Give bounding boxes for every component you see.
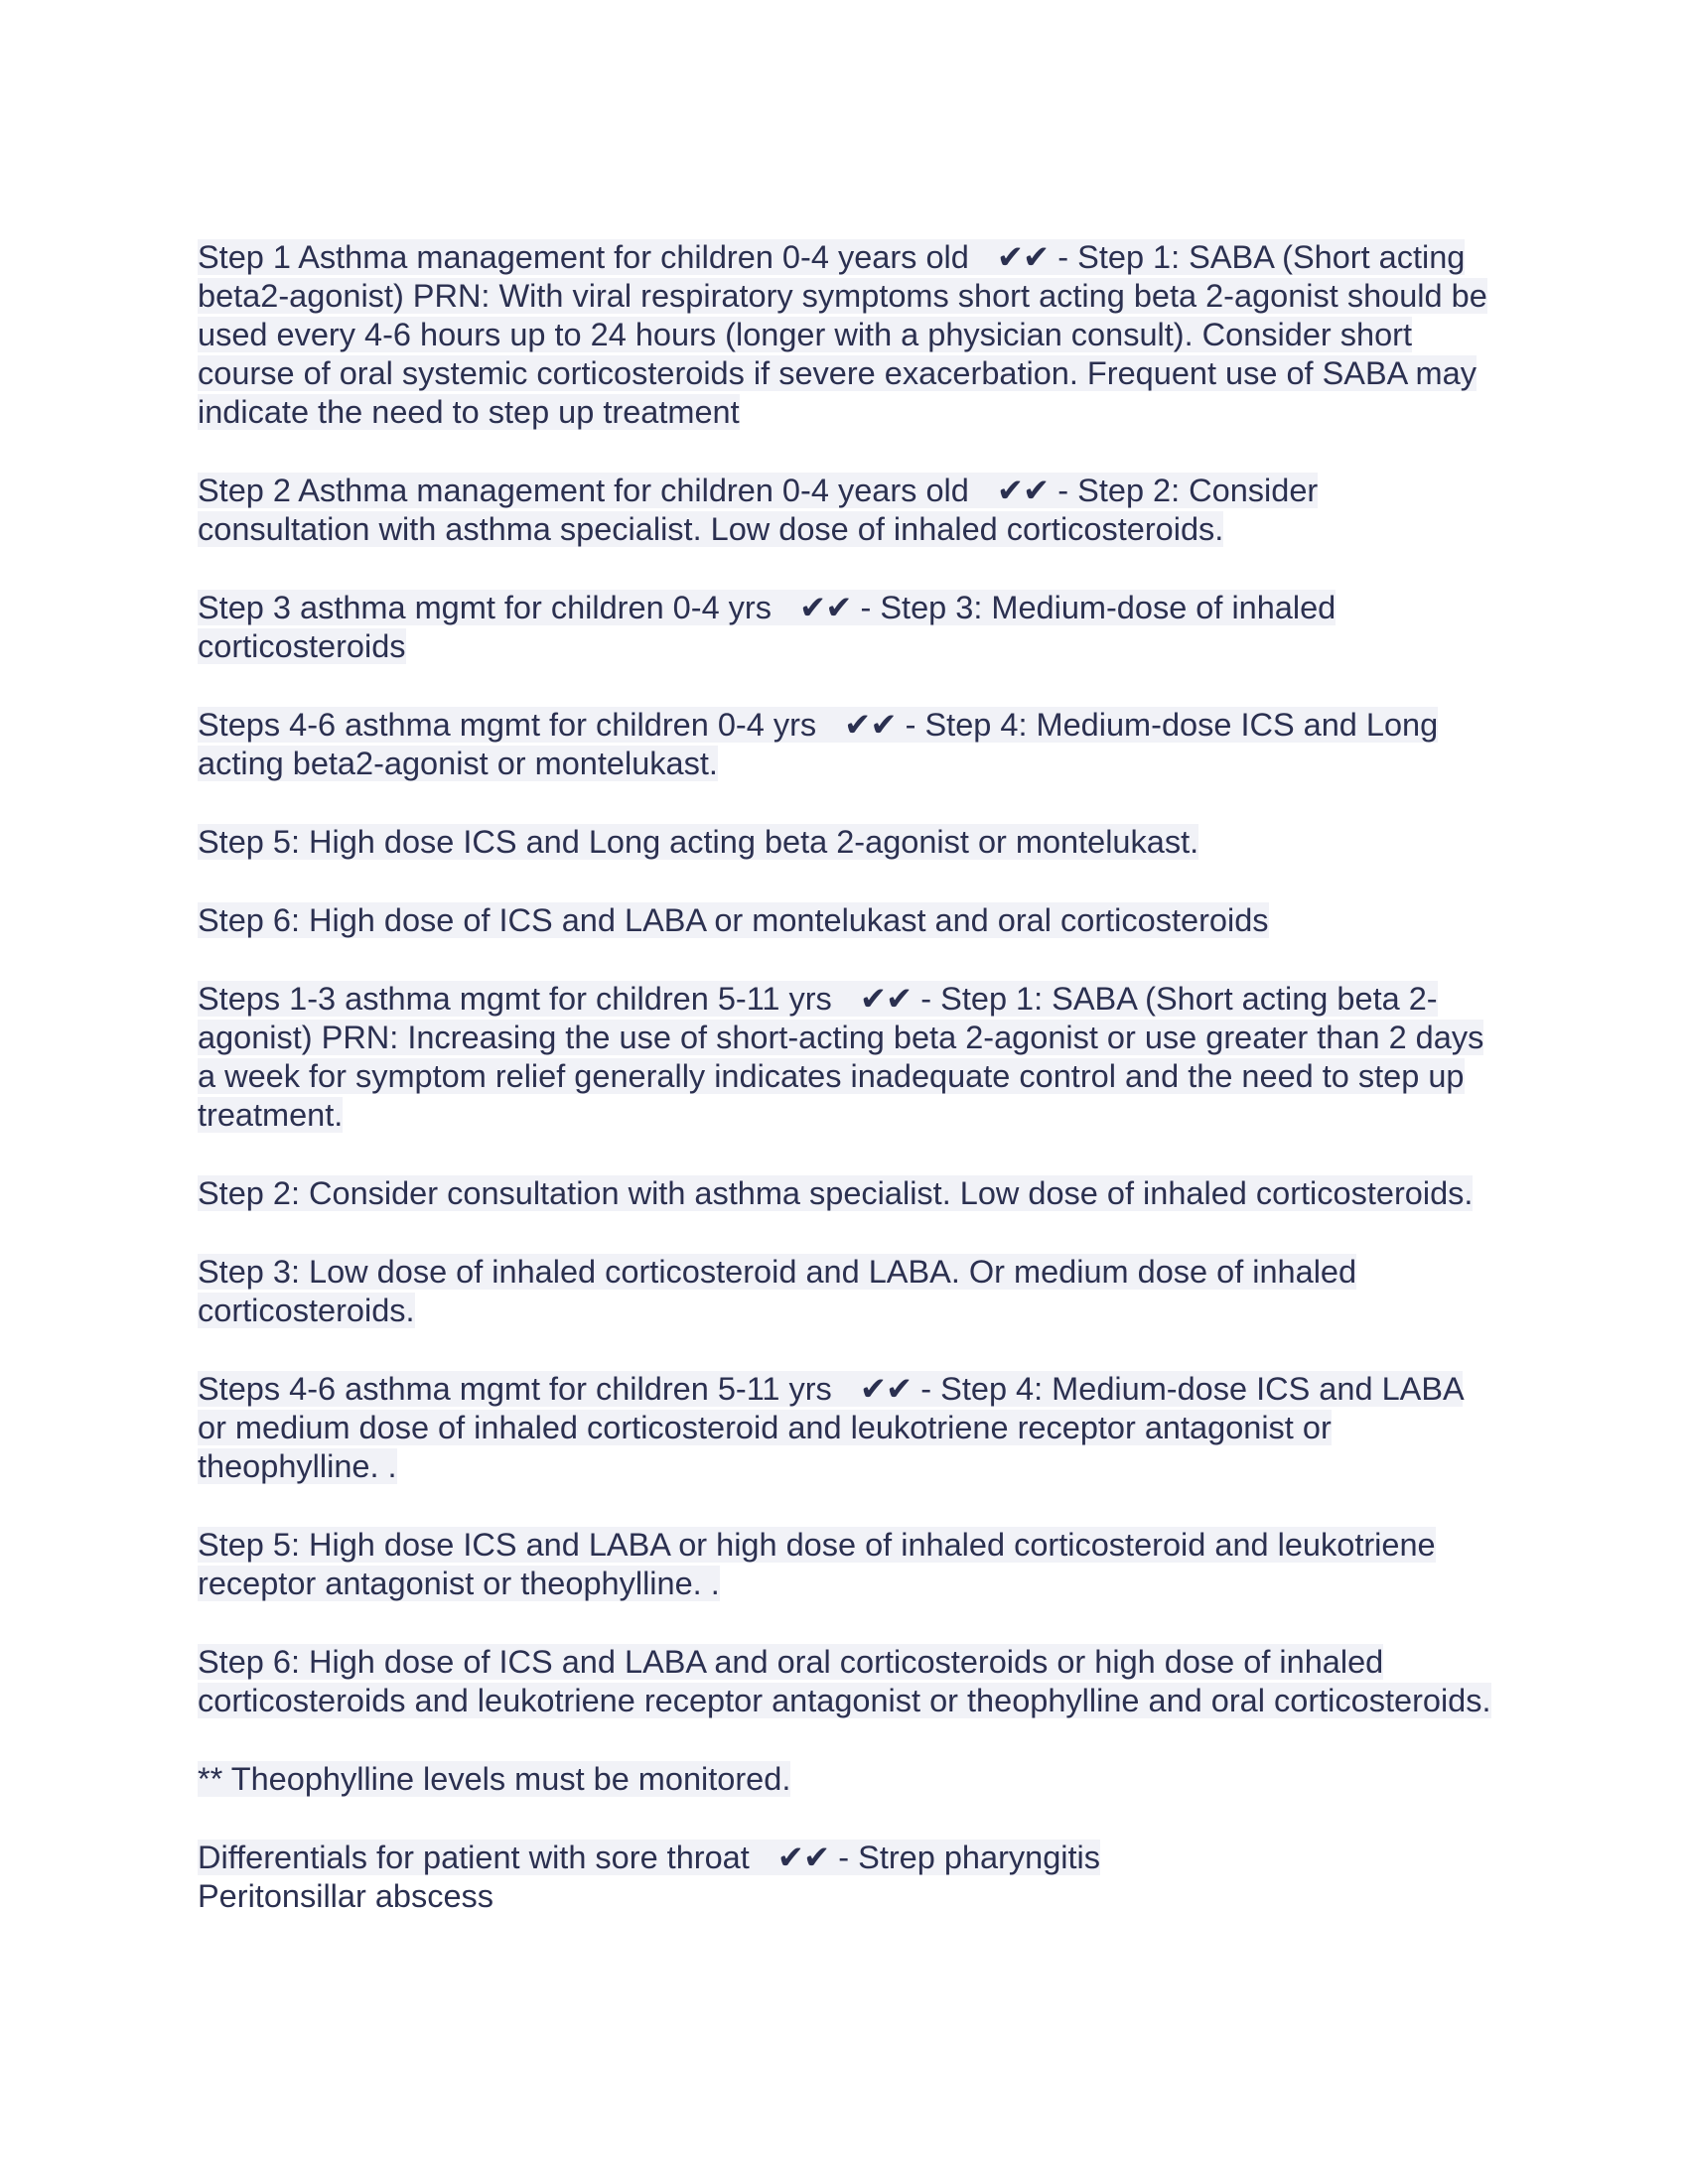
card-definition: - Step 4: Medium-dose ICS and LABA or medium dose of inhaled corticosteroid and leukotriene receptor antagonist or theophylline. . — [198, 1371, 1463, 1484]
double-check-icon: ✔✔ — [859, 1371, 913, 1407]
document-content — [198, 238, 1498, 1956]
note-text: Step 6: High dose of ICS and LABA or montelukast and oral corticosteroids — [198, 902, 1269, 938]
card-term: Steps 4-6 asthma mgmt for children 0-4 yrs — [198, 707, 817, 743]
card-definition: - Step 1: SABA (Short acting beta 2-agonist) PRN: Increasing the use of short-acting beta 2-agonist or use greater than 2 days a week for symptom relief generally indicates inadequate control and the need to step up treatment. — [198, 981, 1484, 1133]
card-definition: - Step 4: Medium-dose ICS and Long acting beta2-agonist or montelukast. — [198, 707, 1439, 781]
double-check-icon: ✔✔ — [776, 1840, 830, 1875]
note-text: Step 5: High dose ICS and Long acting beta 2-agonist or montelukast. — [198, 824, 1199, 860]
card-definition: - Step 1: SABA (Short acting beta2-agonist) PRN: With viral respiratory symptoms short acting beta 2-agonist should be used every 4-6 hours up to 24 hours (longer with a physician consult). Consider short course of oral systemic corticosteroids if severe exacerbation. Frequent use of SABA may indicate the need to step up treatment — [198, 239, 1487, 430]
note-text: Step 3: Low dose of inhaled corticosteroid and LABA. Or medium dose of inhaled corticosteroids. — [198, 1254, 1357, 1328]
note-text: ** Theophylline levels must be monitored. — [198, 1761, 791, 1797]
card-term: Step 3 asthma mgmt for children 0-4 yrs — [198, 590, 773, 625]
double-check-icon: ✔✔ — [799, 590, 852, 625]
card-term: Differentials for patient with sore throat — [198, 1840, 750, 1875]
flashcard — [198, 1370, 1498, 1486]
flashcard — [198, 472, 1498, 549]
flashcard — [198, 589, 1498, 666]
card-term: Step 1 Asthma management for children 0-4 years old — [198, 239, 969, 275]
card-definition: - Strep pharyngitis — [829, 1840, 1101, 1875]
card-definition: - Step 2: Consider consultation with asthma specialist. Low dose of inhaled corticosteroids. — [198, 473, 1319, 547]
note-text: Step 2: Consider consultation with asthma specialist. Low dose of inhaled corticosteroids. — [198, 1175, 1474, 1211]
card-term: Steps 1-3 asthma mgmt for children 5-11 yrs — [198, 981, 832, 1017]
note-text: Step 5: High dose ICS and LABA or high dose of inhaled corticosteroid and leukotriene receptor antagonist or theophylline. . — [198, 1527, 1436, 1601]
note-paragraph — [198, 901, 1498, 940]
note-paragraph — [198, 823, 1498, 862]
note-paragraph — [198, 1643, 1498, 1720]
flashcard — [198, 706, 1498, 783]
note-paragraph — [198, 1526, 1498, 1603]
note-paragraph — [198, 1174, 1498, 1213]
double-check-icon: ✔✔ — [996, 239, 1050, 275]
flashcard — [198, 980, 1498, 1135]
card-term: Steps 4-6 asthma mgmt for children 5-11 yrs — [198, 1371, 832, 1407]
flashcard — [198, 1839, 1498, 1916]
note-paragraph — [198, 1253, 1498, 1330]
card-definition: - Step 3: Medium-dose of inhaled corticosteroids — [198, 590, 1336, 664]
double-check-icon: ✔✔ — [844, 707, 897, 743]
card-term: Step 2 Asthma management for children 0-4 years old — [198, 473, 969, 508]
double-check-icon: ✔✔ — [859, 981, 913, 1017]
note-paragraph — [198, 1760, 1498, 1799]
card-definition-extra: Peritonsillar abscess — [198, 1878, 494, 1914]
flashcard — [198, 238, 1498, 432]
note-text: Step 6: High dose of ICS and LABA and oral corticosteroids or high dose of inhaled corticosteroids and leukotriene receptor antagonist or theophylline and oral corticosteroids. — [198, 1644, 1491, 1718]
double-check-icon: ✔✔ — [996, 473, 1050, 508]
